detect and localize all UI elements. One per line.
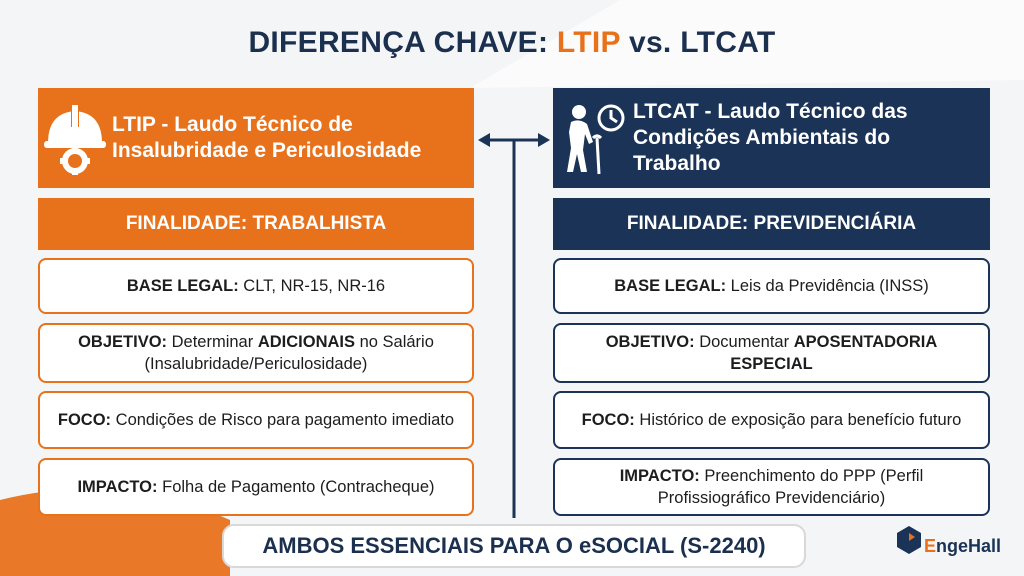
ltip-impacto: IMPACTO: Folha de Pagamento (Contracheque) <box>38 458 474 516</box>
ltip-title: LTIP - Laudo Técnico de Insalubridade e Periculosidade <box>112 113 422 162</box>
ltcat-purpose: FINALIDADE: PREVIDENCIÁRIA <box>553 198 990 250</box>
footer-banner: AMBOS ESSENCIAIS PARA O eSOCIAL (S-2240) <box>222 524 806 568</box>
ltip-foco: FOCO: Condições de Risco para pagamento imediato <box>38 391 474 449</box>
brand-logo <box>896 522 1001 557</box>
ltcat-base-legal: BASE LEGAL: Leis da Previdência (INSS) <box>553 258 990 314</box>
ltip-base-legal: BASE LEGAL: CLT, NR-15, NR-16 <box>38 258 474 314</box>
ltcat-foco: FOCO: Histórico de exposição para benefício futuro <box>553 391 990 449</box>
ltip-purpose: FINALIDADE: TRABALHISTA <box>38 198 474 250</box>
ltcat-title: LTCAT - Laudo Técnico das Condições Ambientais do Trabalho <box>633 100 908 175</box>
enghall-logo-icon <box>896 525 922 555</box>
brand-name: EngeHall <box>924 536 1002 556</box>
ltcat-objetivo: OBJETIVO: Documentar APOSENTADORIA ESPECIAL <box>553 323 990 383</box>
ltip-objetivo: OBJETIVO: Determinar ADICIONAIS no Salário (Insalubridade/Periculosidade) <box>38 323 474 383</box>
ltcat-impacto: IMPACTO: Preenchimento do PPP (Perfil Profissiográfico Previdenciário) <box>553 458 990 516</box>
page-title: DIFERENÇA CHAVE: LTIP vs. LTCAT <box>248 26 776 59</box>
